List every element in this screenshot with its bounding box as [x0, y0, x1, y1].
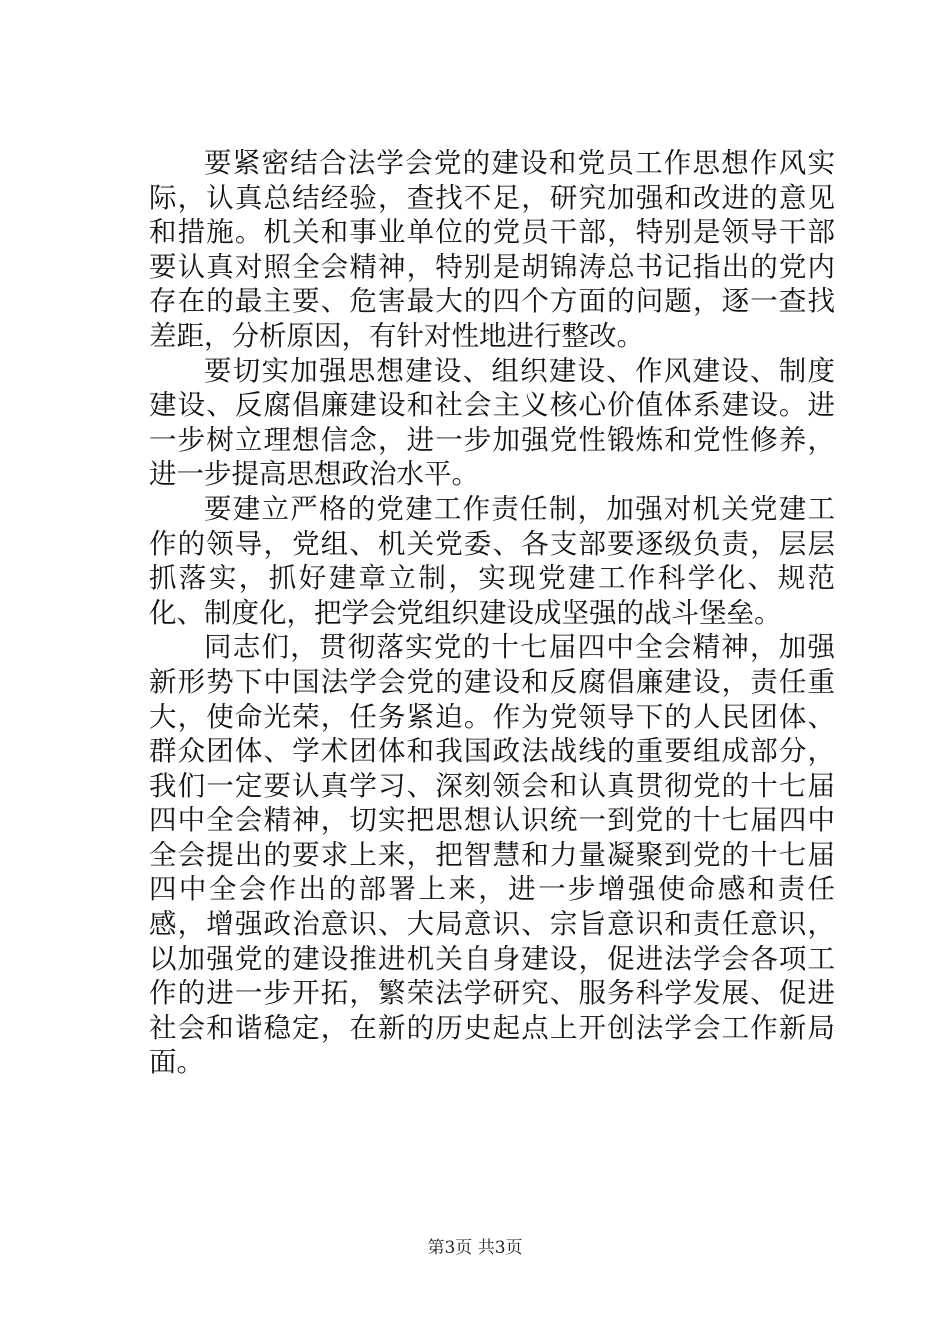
page-footer — [0, 1237, 950, 1259]
document-body — [149, 146, 835, 1080]
paragraph-4: 同志们，贯彻落实党的十七届四中全会精神，加强新形势下中国法学会党的建设和反腐倡廉建设，责任重大，使命光荣，任务紧迫。作为党领导下的人民团体、群众团体、学术团体和我国政法战线的重要组成部分，我们一定要认真学习、深刻领会和认真贯彻党的十七届四中全会精神，切实把思想认识统一到党的十七届四中全会提出的要求上来，把智慧和力量凝聚到党的十七届四中全会作出的部署上来，进一步增强使命感和责任感，增强政治意识、大局意识、宗旨意识和责任意识，以加强党的建设推进机关自身建设，促进法学会各项工作的进一步开拓，繁荣法学研究、服务科学发展、促进社会和谐稳定，在新的历史起点上开创法学会工作新局面。 — [149, 631, 835, 1079]
paragraph-1: 要紧密结合法学会党的建设和党员工作思想作风实际，认真总结经验，查找不足，研究加强和改进的意见和措施。机关和事业单位的党员干部，特别是领导干部要认真对照全会精神，特别是胡锦涛总书记指出的党内存在的最主要、危害最大的四个方面的问题，逐一查找差距，分析原因，有针对性地进行整改。 — [149, 147, 835, 352]
page-number-label: 第3页 共3页 — [427, 1238, 523, 1258]
paragraph-2: 要切实加强思想建设、组织建设、作风建设、制度建设、反腐倡廉建设和社会主义核心价值体系建设。进一步树立理想信念，进一步加强党性锻炼和党性修养，进一步提高思想政治水平。 — [149, 354, 835, 491]
paragraph-3: 要建立严格的党建工作责任制，加强对机关党建工作的领导，党组、机关党委、各支部要逐级负责，层层抓落实，抓好建章立制，实现党建工作科学化、规范化、制度化，把学会党组织建设成坚强的战斗堡垒。 — [149, 492, 835, 629]
